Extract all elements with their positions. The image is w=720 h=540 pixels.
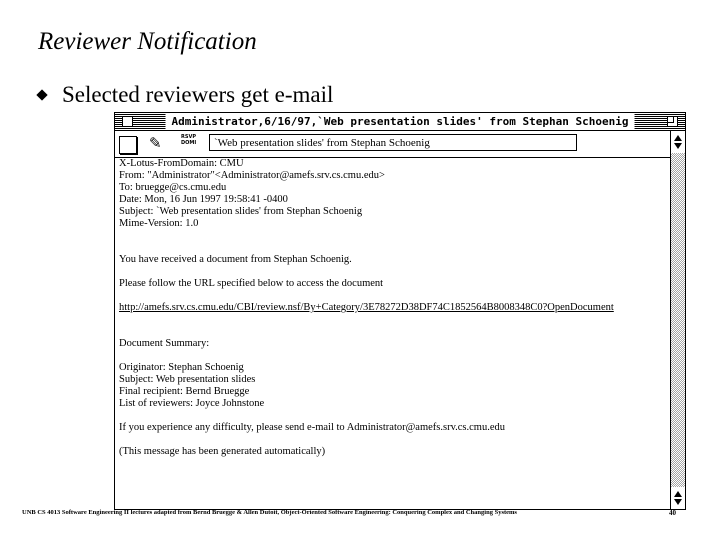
summary-line: Final recipient: Bernd Bruegge (119, 386, 250, 397)
auto-note: (This message has been generated automatically) (119, 446, 326, 457)
scroll-down-arrow-icon[interactable] (674, 499, 682, 505)
page-number: 40 (669, 509, 676, 517)
scroll-down-arrow-icon[interactable] (674, 143, 682, 149)
mail-window (114, 112, 686, 510)
summary-line: List of reviewers: Joyce Johnstone (119, 398, 265, 409)
scroll-track[interactable] (671, 153, 685, 487)
database-icon[interactable]: RSVP DOMI (181, 134, 197, 146)
mail-toolbar (115, 131, 685, 158)
summary-heading: Document Summary: (119, 338, 210, 349)
message-body[interactable] (119, 158, 667, 458)
subject-field[interactable]: `Web presentation slides' from Stephan Schoenig (209, 134, 577, 151)
summary-line: Subject: Web presentation slides (119, 374, 256, 385)
scroll-up-arrow-icon[interactable] (674, 491, 682, 497)
window-titlebar[interactable] (115, 113, 685, 131)
zoom-box-icon[interactable] (667, 116, 678, 127)
blank-tool-button[interactable] (119, 136, 137, 154)
bullet-text: Selected reviewers get e-mail (62, 82, 334, 107)
summary-line: Originator: Stephan Schoenig (119, 362, 244, 373)
bullet-item (36, 82, 333, 108)
document-link[interactable]: http://amefs.srv.cs.cmu.edu/CBI/review.nsf/By+Category/3E78272D38DF74C1852564B8008348C0?OpenDocument (119, 302, 614, 313)
intro-text: You have received a document from Stephan Schoenig. (119, 254, 352, 265)
close-box-icon[interactable] (122, 116, 133, 127)
scroll-up-arrow-icon[interactable] (674, 135, 682, 141)
header-line: X-Lotus-FromDomain: CMU (119, 158, 244, 169)
header-line: To: bruegge@cs.cmu.edu (119, 182, 227, 193)
header-line: From: "Administrator"<Administrator@amefs.srv.cs.cmu.edu> (119, 170, 385, 181)
header-line: Subject: `Web presentation slides' from Stephan Schoenig (119, 206, 363, 217)
pencil-icon[interactable]: ✎ (149, 134, 162, 152)
slide-title: Reviewer Notification (38, 28, 257, 55)
header-line: Mime-Version: 1.0 (119, 218, 199, 229)
instruction-text: Please follow the URL specified below to access the document (119, 278, 384, 289)
vertical-scrollbar[interactable] (670, 131, 685, 509)
slide-footer: UNB CS 4013 Software Engineering II lectures adapted from Bernd Bruegge & Allen Dutoit, Object-Oriented Software Engineering: Conquering Complex and Changing Systems (22, 509, 517, 516)
difficulty-text: If you experience any difficulty, please send e-mail to Administrator@amefs.srv.cs.cmu.edu (119, 422, 505, 433)
diamond-bullet-icon (36, 89, 47, 100)
header-line: Date: Mon, 16 Jun 1997 19:58:41 -0400 (119, 194, 288, 205)
window-title: Administrator,6/16/97,`Web presentation slides' from Stephan Schoenig (166, 113, 635, 130)
